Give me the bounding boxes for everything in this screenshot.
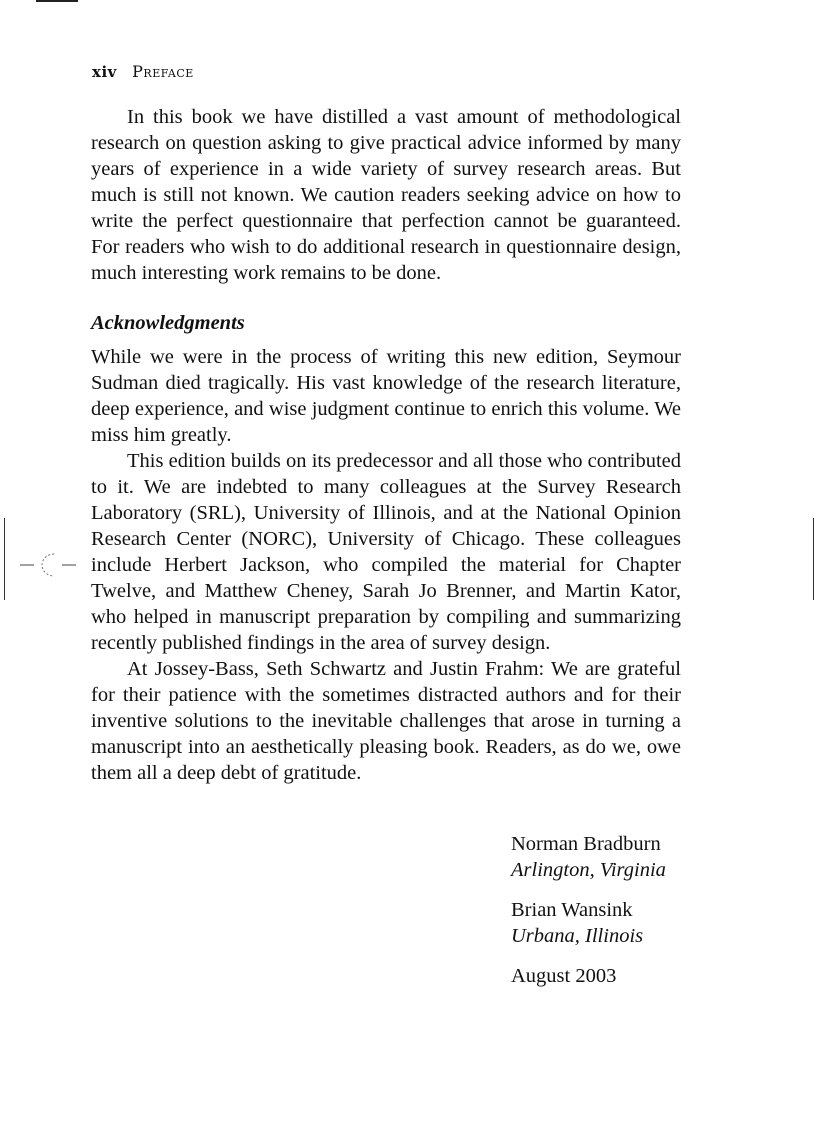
- intro-paragraph: In this book we have distilled a vast amount of methodological research on question asking to give practical advice informed by many years of experience in a wide variety of survey research areas. But much is still not known. We caution readers seeking advice on how to write the perfect questionnaire that perfection cannot be guaranteed. For readers who wish to do additional research in questionnaire design, much interesting work remains to be done.: [91, 106, 681, 284]
- acknowledgments-heading: Acknowledgments: [91, 312, 245, 334]
- top-rule: [36, 0, 78, 2]
- author-place-2: Urbana, Illinois: [511, 925, 644, 947]
- section-title: Preface: [132, 62, 194, 81]
- signoff-date: August 2003: [511, 965, 617, 987]
- body-text: [91, 104, 681, 786]
- author-name-2: Brian Wansink: [511, 899, 633, 921]
- running-head: [92, 62, 194, 81]
- page-number: xiv: [92, 63, 117, 81]
- ack-paragraph-3: At Jossey-Bass, Seth Schwartz and Justin Frahm: We are grateful for their patience with the sometimes distracted authors and for their inventive solutions to the inevitable challenges that arose in turning a manuscript into an aesthetically pleasing book. Readers, as do we, owe them all a deep debt of gratitude.: [91, 658, 681, 784]
- author-name-1: Norman Bradburn: [511, 833, 661, 855]
- crop-mark-right: [813, 518, 814, 600]
- author-place-1: Arlington, Virginia: [511, 859, 666, 881]
- ack-paragraph-2: This edition builds on its predecessor and all those who contributed to it. We are indebted to many colleagues at the Survey Research Laboratory (SRL), University of Illinois, and at the National Opinion Research Center (NORC), University of Chicago. These colleagues include Herbert Jackson, who compiled the material for Chapter Twelve, and Matthew Cheney, Sarah Jo Brenner, and Martin Kator, who helped in manuscript preparation by compiling and summarizing recently published findings in the area of survey design.: [91, 450, 681, 654]
- crop-mark-left: [4, 518, 5, 600]
- signoff: [511, 831, 711, 989]
- ack-paragraph-1: While we were in the process of writing this new edition, Seymour Sudman died tragically. His vast knowledge of the research literature, deep experience, and wise judgment continue to enrich this volume. We miss him greatly.: [91, 346, 681, 446]
- registration-mark-icon: [20, 548, 80, 582]
